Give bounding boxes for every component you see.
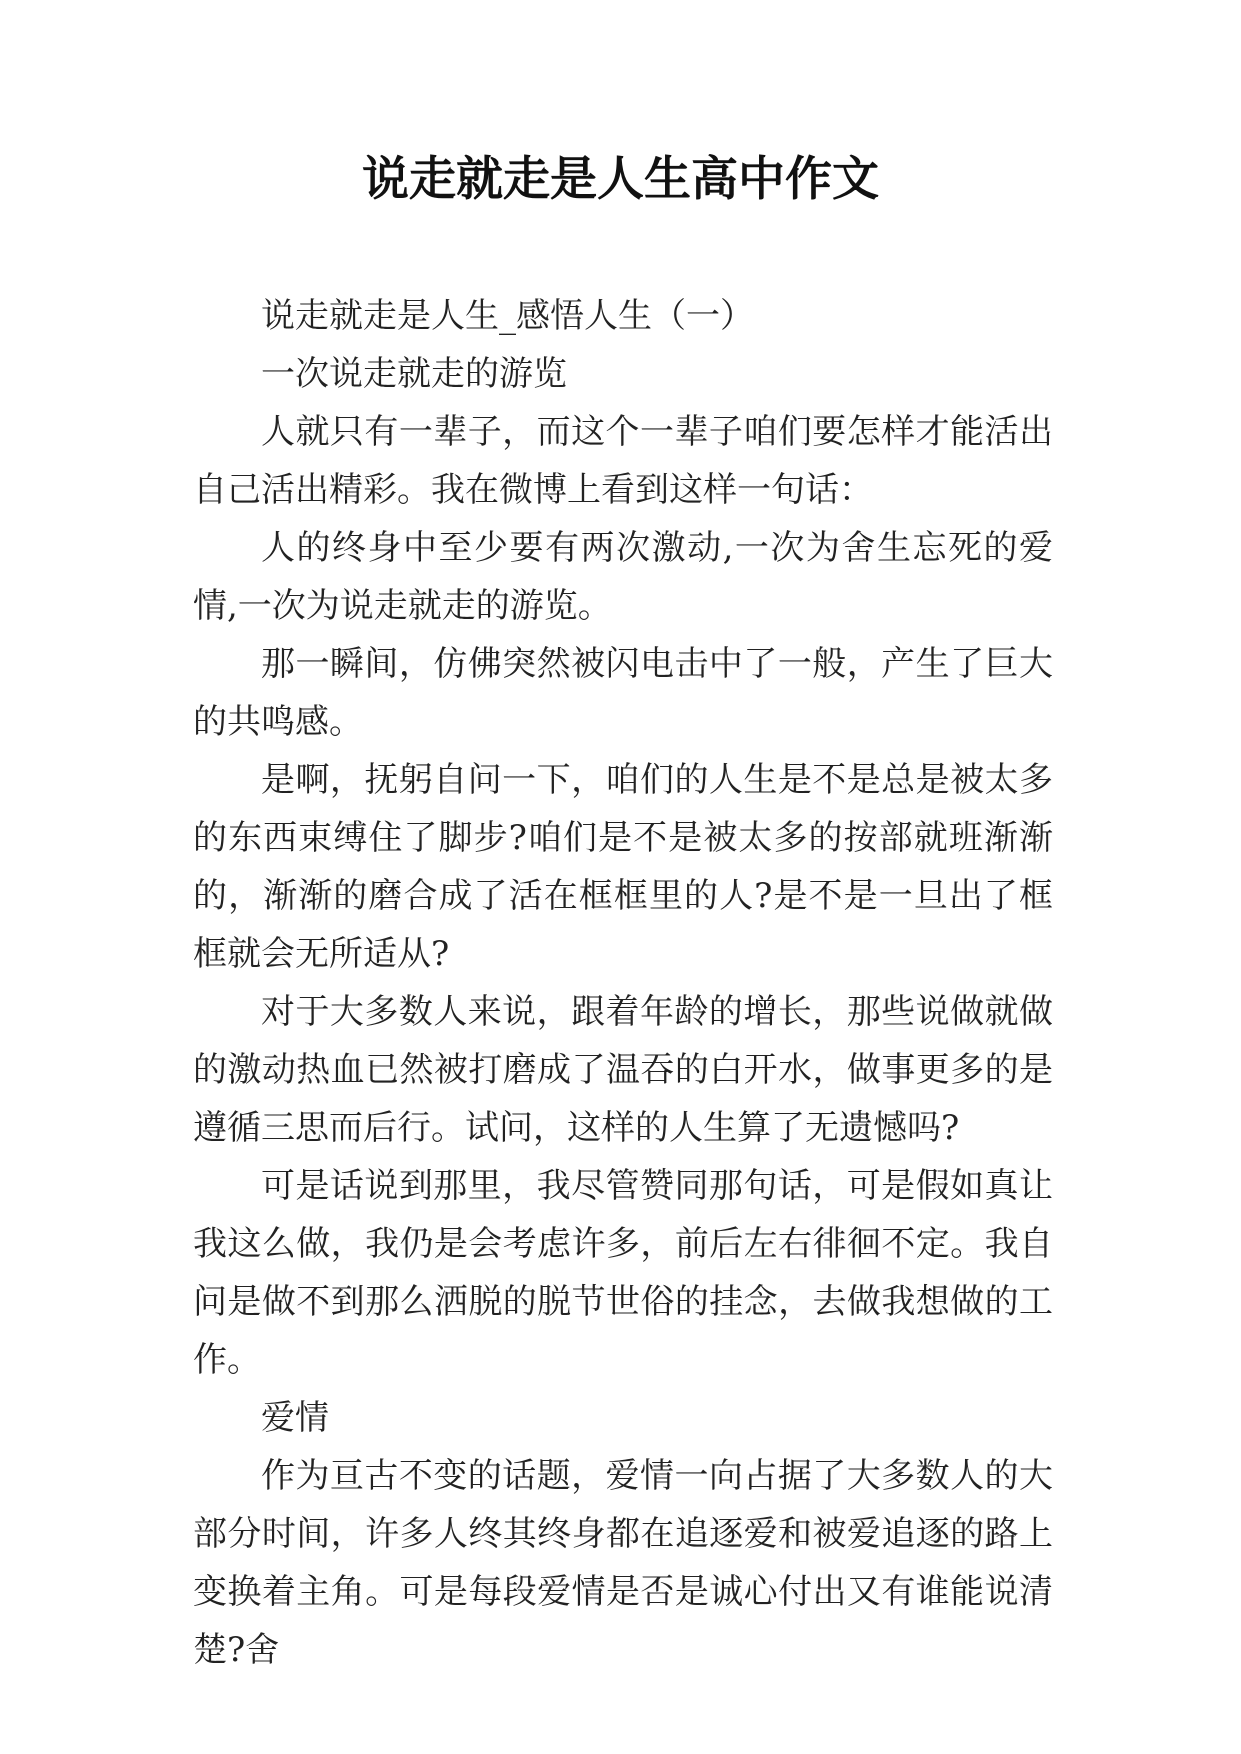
paragraph: 是啊，抚躬自问一下，咱们的人生是不是总是被太多的东西束缚住了脚步?咱们是不是被太多的按部就班渐渐的，渐渐的磨合成了活在框框里的人?是不是一旦出了框框就会无所适从? — [193, 760, 1053, 974]
document-title: 说走就走是人生高中作文 — [362, 152, 879, 207]
paragraph: 一次说走就走的游览 — [261, 354, 567, 394]
paragraph: 说走就走是人生_感悟人生（一） — [261, 296, 754, 336]
paragraph: 可是话说到那里，我尽管赞同那句话，可是假如真让我这么做，我仍是会考虑许多，前后左右徘徊不定。我自问是做不到那么洒脱的脱节世俗的挂念，去做我想做的工作。 — [193, 1166, 1053, 1380]
paragraph: 对于大多数人来说，跟着年龄的增长，那些说做就做的激动热血已然被打磨成了温吞的白开水，做事更多的是遵循三思而后行。试问，这样的人生算了无遗憾吗? — [193, 992, 1053, 1148]
paragraph: 那一瞬间，仿佛突然被闪电击中了一般，产生了巨大的共鸣感。 — [193, 644, 1053, 742]
document-body — [193, 287, 1053, 1679]
paragraph: 人的终身中至少要有两次激动,一次为舍生忘死的爱情,一次为说走就走的游览。 — [193, 528, 1053, 626]
paragraph: 爱情 — [261, 1398, 329, 1438]
paragraph: 作为亘古不变的话题，爱情一向占据了大多数人的大部分时间，许多人终其终身都在追逐爱和被爱追逐的路上变换着主角。可是每段爱情是否是诚心付出又有谁能说清楚?舍 — [193, 1456, 1053, 1670]
paragraph: 人就只有一辈子，而这个一辈子咱们要怎样才能活出自己活出精彩。我在微博上看到这样一句话： — [193, 412, 1053, 510]
